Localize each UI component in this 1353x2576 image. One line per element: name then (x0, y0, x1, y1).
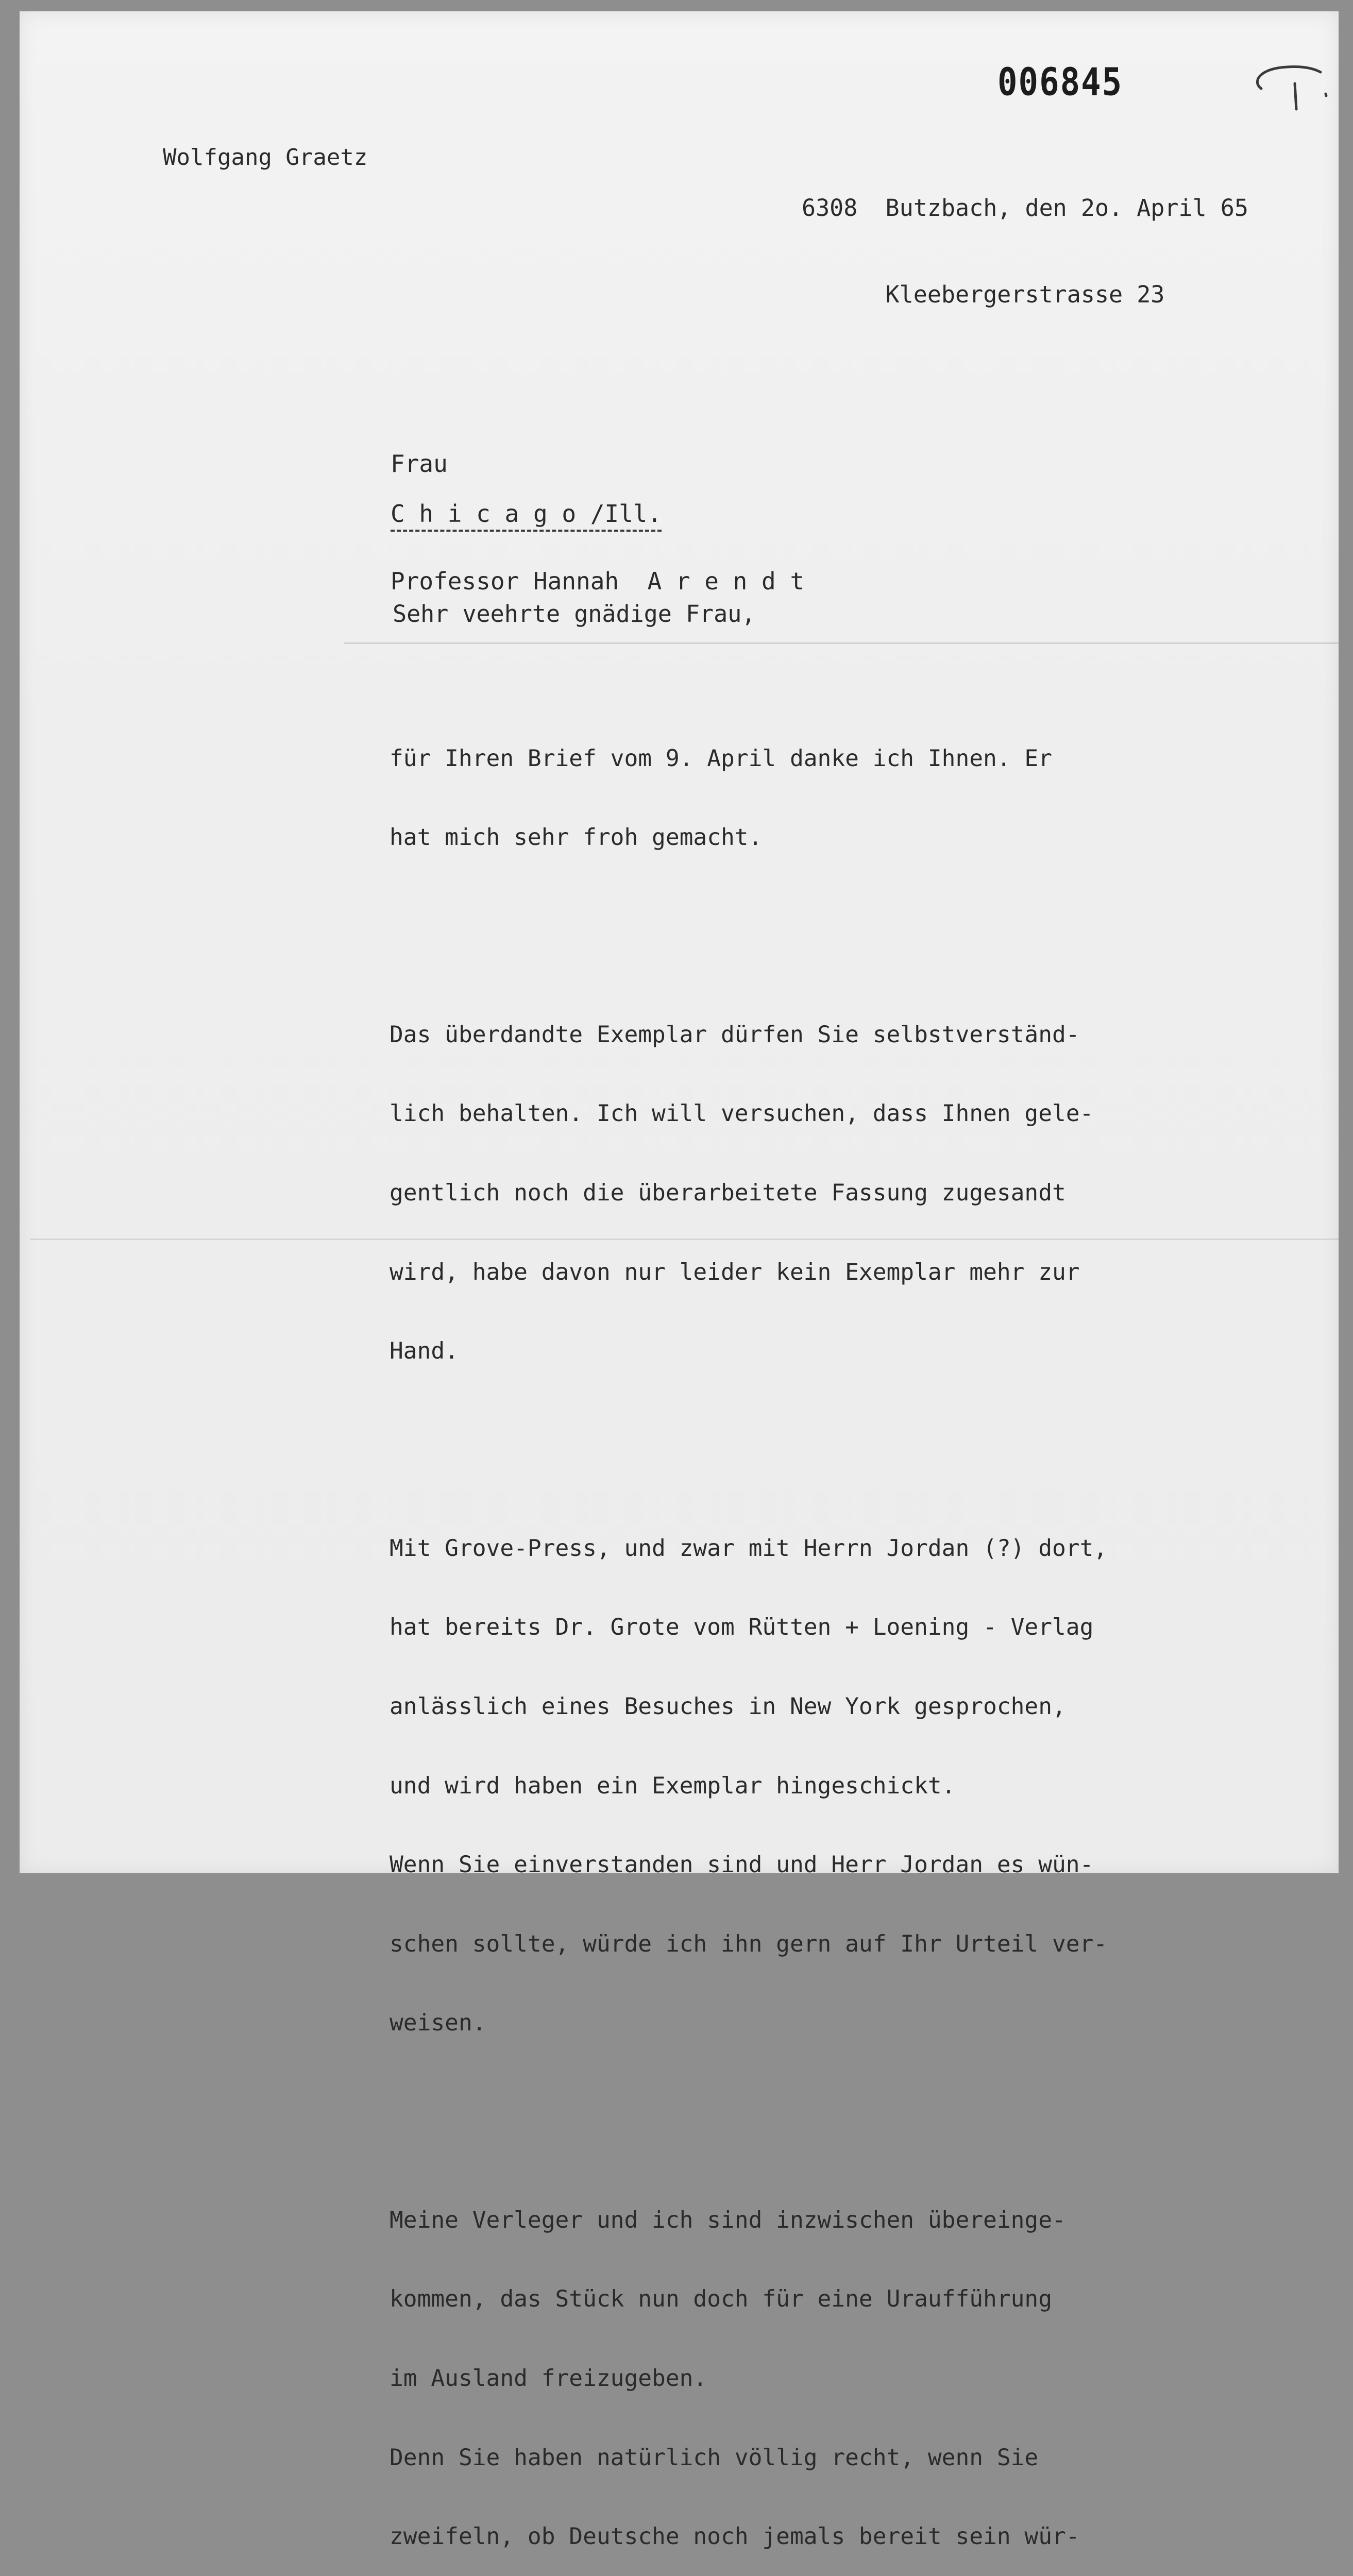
text-line: Meine Verleger und ich sind inzwischen übereinge- (390, 2207, 1066, 2233)
text-line: zweifeln, ob Deutsche noch jemals bereit sein wür- (390, 2523, 1080, 2550)
sender-address-line: Kleebergerstrasse 23 (802, 281, 1165, 308)
letter-body (390, 640, 1135, 2576)
text-line: gentlich noch die überarbeitete Fassung zugesandt (390, 1180, 1066, 1207)
paragraph (390, 692, 1135, 904)
text-line: Denn Sie haben natürlich völlig recht, wenn Sie (390, 2444, 1039, 2471)
text-line: Hand. (390, 1338, 459, 1365)
sender-address-line: 6308 Butzbach, den 2o. April 65 (802, 194, 1248, 222)
recipient-city: C h i c a g o /Ill. (391, 500, 662, 532)
pencil-mark-icon (1230, 53, 1333, 125)
salutation: Sehr veehrte gnädige Frau, (393, 600, 756, 628)
paragraph (390, 1482, 1135, 2089)
text-line: wird, habe davon nur leider kein Exemplar mehr zur (390, 1259, 1080, 1285)
text-line: Mit Grove-Press, und zwar mit Herrn Jordan (?) dort, (390, 1535, 1108, 1562)
text-line: Das überdandte Exemplar dürfen Sie selbstverständ- (390, 1021, 1080, 1048)
text-line: kommen, das Stück nun doch für eine Uraufführung (390, 2286, 1052, 2313)
text-line: lich behalten. Ich will versuchen, dass Ihnen gele- (390, 1100, 1094, 1127)
sender-address (802, 136, 1248, 367)
text-line: weisen. (390, 2010, 486, 2037)
recipient-line: Frau (391, 450, 448, 478)
text-line: Wenn Sie einverstanden sind und Herr Jordan es wün- (390, 1852, 1094, 1878)
text-line: hat bereits Dr. Grote vom Rütten + Loening - Verlag (390, 1614, 1094, 1641)
archive-number-stamp: 006845 (997, 61, 1123, 105)
sender-name: Wolfgang Graetz (163, 144, 368, 171)
paragraph (390, 2154, 1135, 2576)
letter-page (20, 11, 1339, 2550)
text-line: für Ihren Brief vom 9. April danke ich Ihnen. Er (390, 745, 1052, 772)
text-line: und wird haben ein Exemplar hingeschickt. (390, 1772, 956, 1799)
text-line: anlässlich eines Besuches in New York gesprochen, (390, 1693, 1066, 1720)
text-line: im Ausland freizugeben. (390, 2365, 707, 2392)
text-line: hat mich sehr froh gemacht. (390, 824, 763, 851)
recipient-line: Professor Hannah A r e n d t (391, 567, 805, 595)
text-line: schen sollte, würde ich ihn gern auf Ihr Urteil ver- (390, 1930, 1108, 1957)
pencil-mark-text: 1 (1236, 117, 1237, 120)
paragraph (390, 969, 1135, 1417)
